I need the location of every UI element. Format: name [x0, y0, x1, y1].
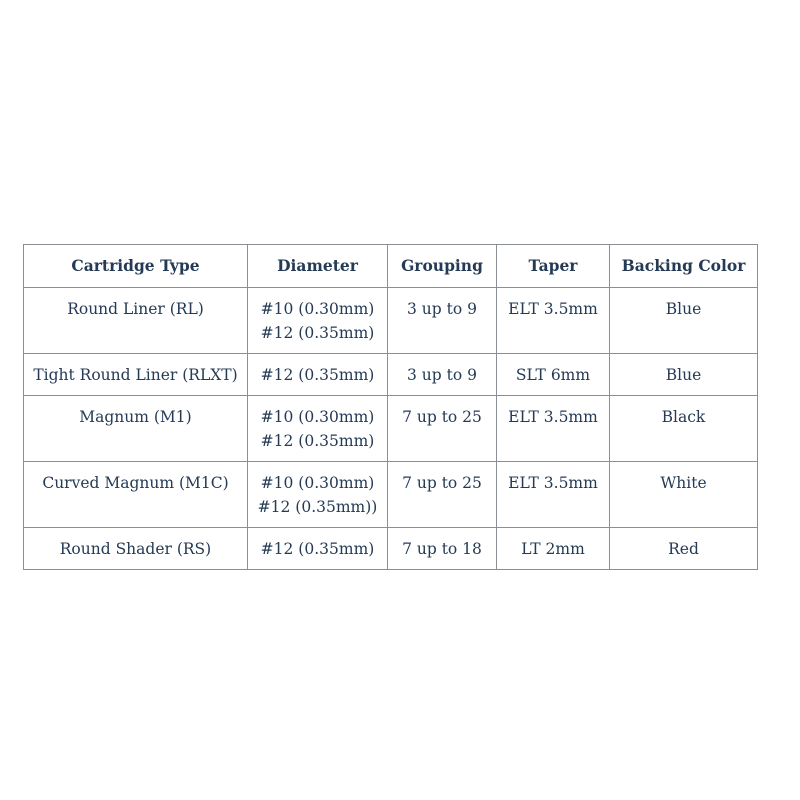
header-diameter: Diameter	[248, 245, 388, 288]
cell-grouping: 7 up to 25	[388, 462, 497, 528]
cell-taper: ELT 3.5mm	[497, 288, 610, 354]
cell-taper: SLT 6mm	[497, 354, 610, 396]
cell-taper: LT 2mm	[497, 528, 610, 570]
diameter-line: #12 (0.35mm)	[260, 540, 375, 558]
diameter-line: #12 (0.35mm)	[260, 366, 375, 384]
header-taper: Taper	[497, 245, 610, 288]
table-row	[24, 288, 758, 354]
header-grouping: Grouping	[388, 245, 497, 288]
cartridge-table	[23, 244, 758, 570]
cell-grouping: 3 up to 9	[388, 288, 497, 354]
cell-type: Round Shader (RS)	[24, 528, 248, 570]
table-row	[24, 462, 758, 528]
cell-grouping: 7 up to 18	[388, 528, 497, 570]
cell-diameter	[248, 462, 388, 528]
table-row	[24, 528, 758, 570]
diameter-line: #10 (0.30mm)	[260, 474, 375, 492]
cell-diameter	[248, 288, 388, 354]
cell-grouping: 3 up to 9	[388, 354, 497, 396]
header-row	[24, 245, 758, 288]
header-cartridge-type: Cartridge Type	[24, 245, 248, 288]
cell-diameter	[248, 396, 388, 462]
cell-diameter	[248, 528, 388, 570]
cell-type: Tight Round Liner (RLXT)	[24, 354, 248, 396]
table-row	[24, 396, 758, 462]
diameter-line: #12 (0.35mm)	[260, 324, 375, 342]
diameter-line: #10 (0.30mm)	[260, 408, 375, 426]
cell-backing: Black	[610, 396, 758, 462]
cell-type: Round Liner (RL)	[24, 288, 248, 354]
cell-taper: ELT 3.5mm	[497, 462, 610, 528]
diameter-line: #10 (0.30mm)	[260, 300, 375, 318]
diameter-line: #12 (0.35mm))	[257, 498, 378, 516]
cell-type: Curved Magnum (M1C)	[24, 462, 248, 528]
diameter-line: #12 (0.35mm)	[260, 432, 375, 450]
header-backing-color: Backing Color	[610, 245, 758, 288]
cell-backing: Red	[610, 528, 758, 570]
cell-grouping: 7 up to 25	[388, 396, 497, 462]
cell-taper: ELT 3.5mm	[497, 396, 610, 462]
cell-backing: Blue	[610, 354, 758, 396]
cell-backing: Blue	[610, 288, 758, 354]
table-row	[24, 354, 758, 396]
cell-type: Magnum (M1)	[24, 396, 248, 462]
cell-diameter	[248, 354, 388, 396]
cell-backing: White	[610, 462, 758, 528]
